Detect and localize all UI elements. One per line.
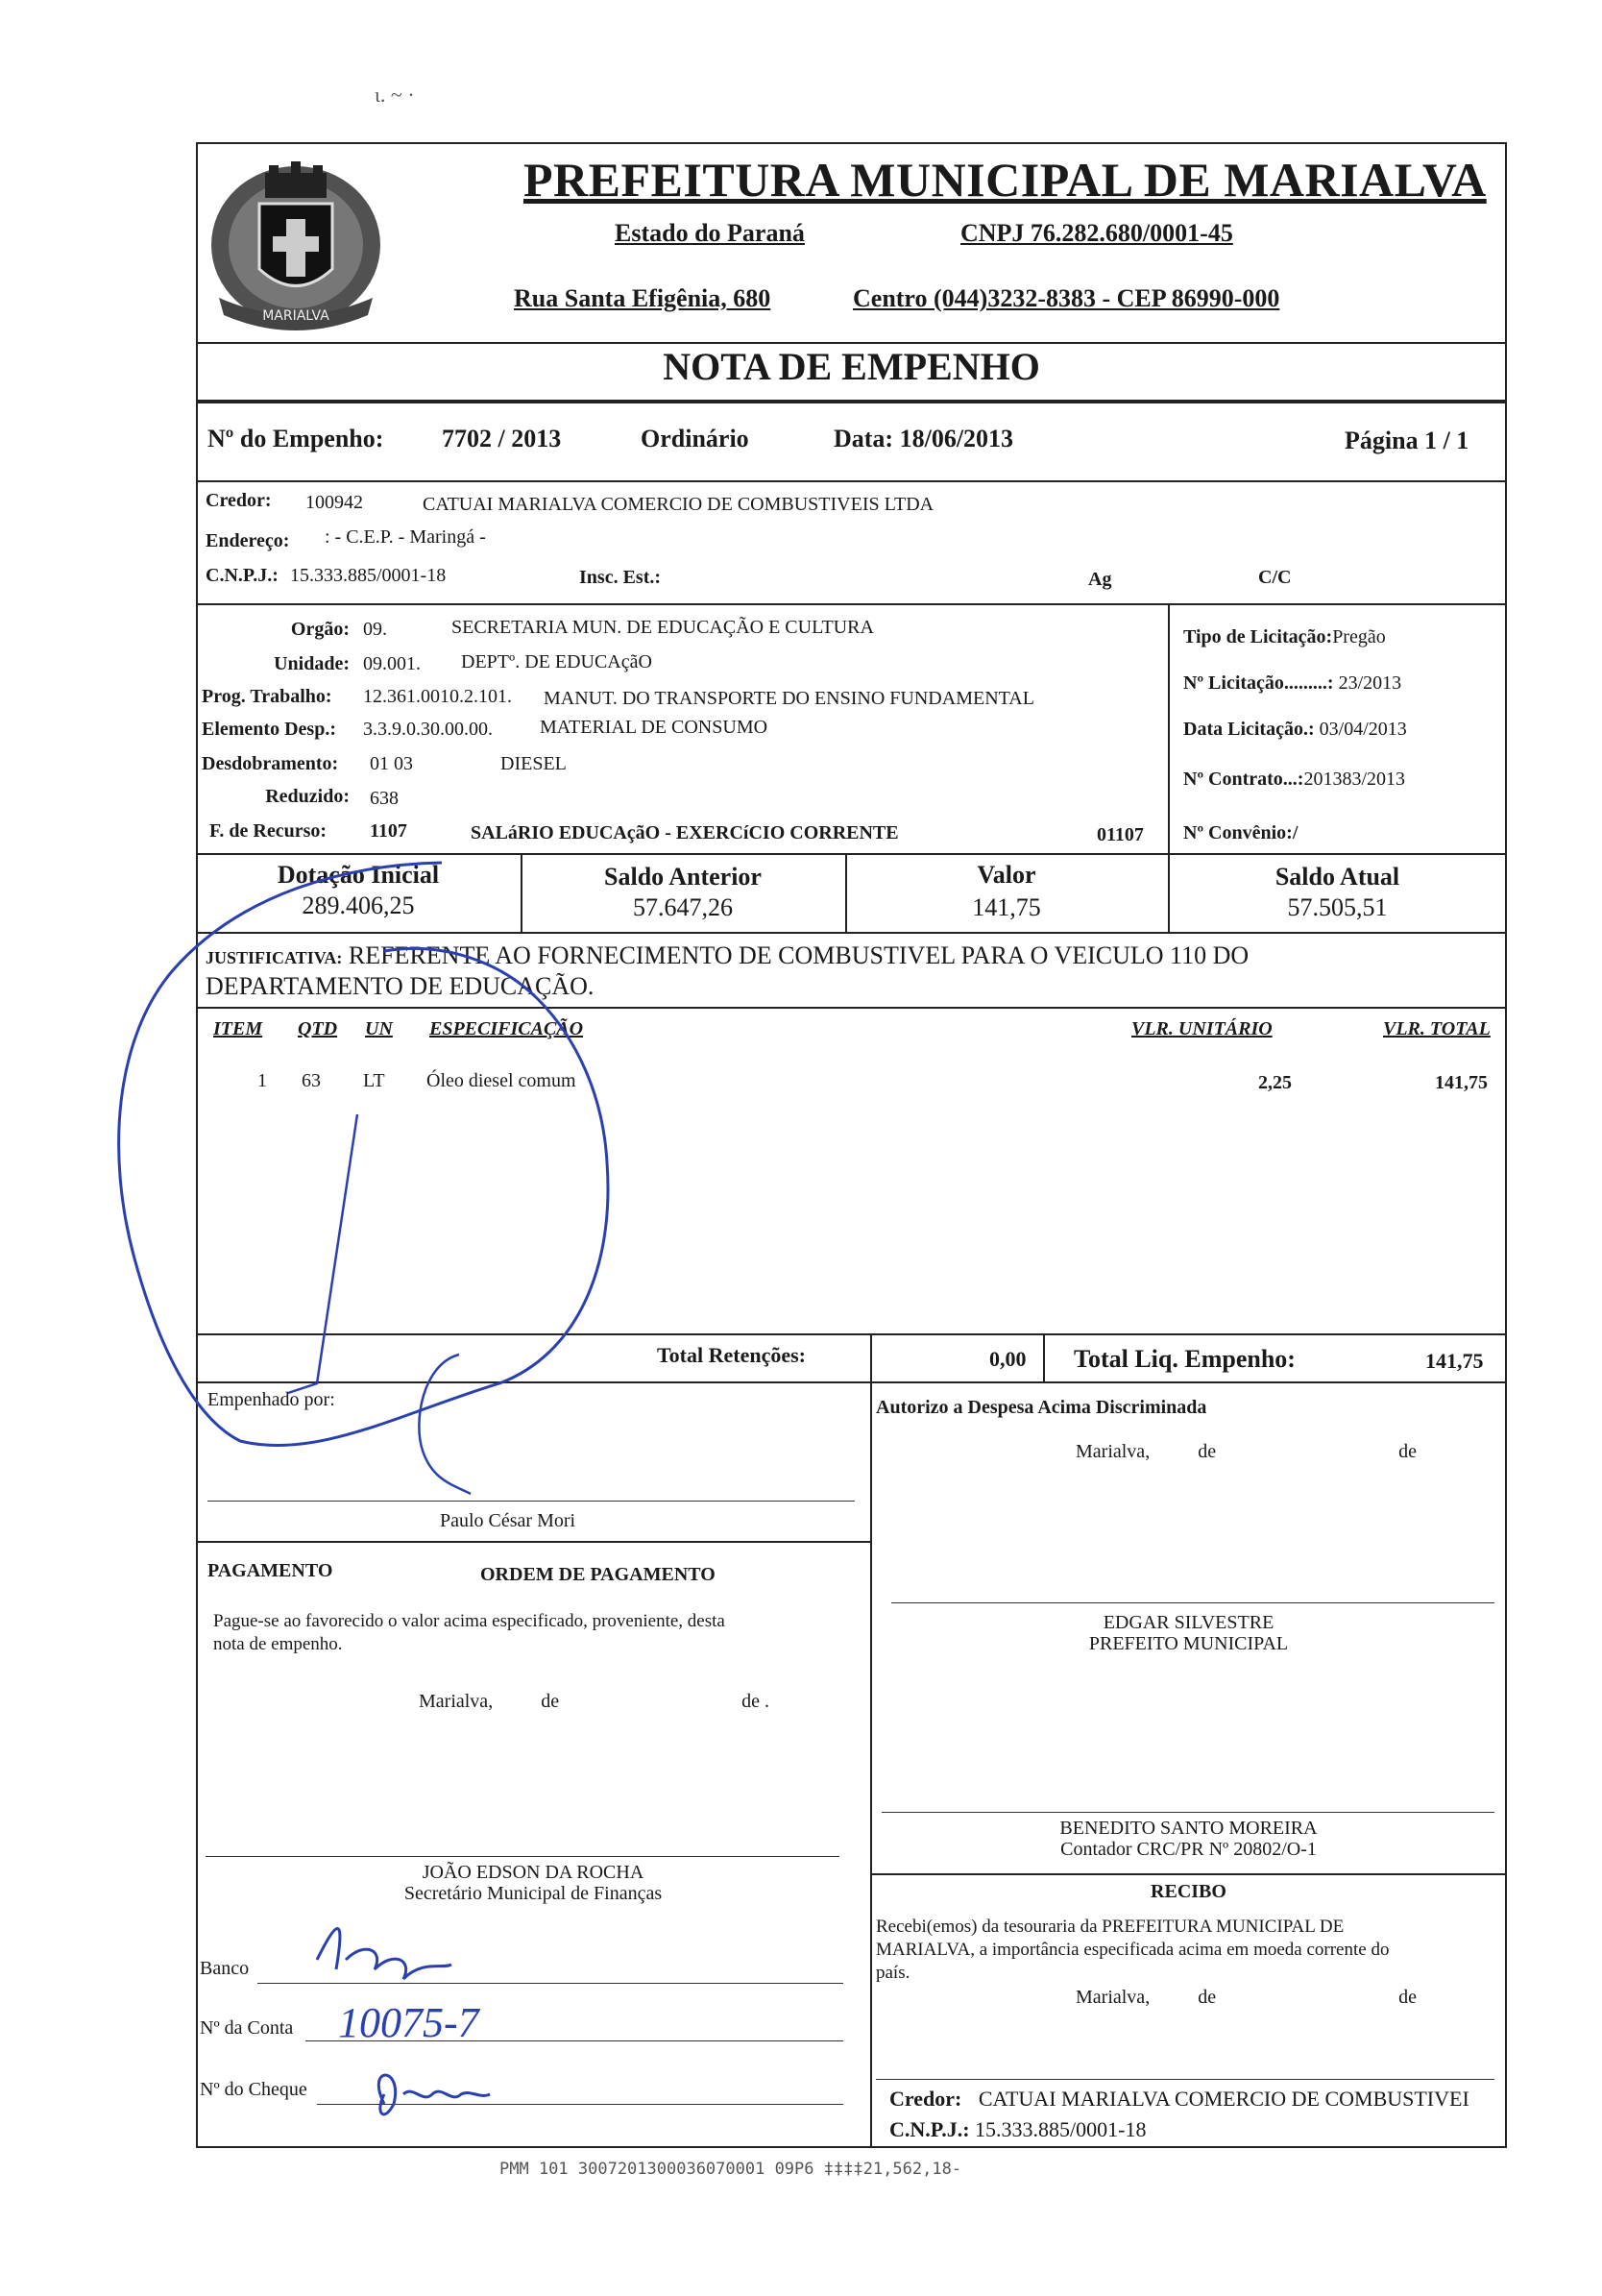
unidade-code: 09.001. [363,653,421,674]
marialva-date-2: Marialva, de de . [419,1691,769,1712]
recibo-text: Recebi(emos) da tesouraria da PREFEITURA MUNICIPAL DE MARIALVA, a importância especificada acima em moeda corrente do país. [876,1917,1390,1983]
row-especificacao: Óleo diesel comum [426,1070,576,1091]
orgao-code: 09. [363,619,387,640]
data-licitacao: Data Licitação.: 03/04/2013 [1183,719,1407,740]
banco-label: Banco [200,1958,250,1979]
tipo-licitacao: Tipo de Licitação:Pregão [1183,626,1386,647]
valor-label: Valor [977,861,1036,889]
prefeito-signature: EDGAR SILVESTRE PREFEITO MUNICIPAL [1088,1612,1289,1654]
col-vlr-unitario: VLR. UNITÁRIO [1131,1018,1273,1039]
recibo-cnpj: C.N.P.J.: 15.333.885/0001-18 [889,2117,1147,2141]
scan-mark: ι. ~ · [375,83,415,107]
row-item: 1 [257,1070,267,1091]
marialva-date-1: Marialva, de de [1076,1441,1417,1462]
marialva-date-3: Marialva, de de [1076,1987,1417,2008]
insc-label: Insc. Est.: [579,567,662,588]
credor-name: CATUAI MARIALVA COMERCIO DE COMBUSTIVEIS LTDA [423,494,934,515]
recurso-desc: SALáRIO EDUCAçãO - EXERCíCIO CORRENTE [471,822,899,843]
elemento-desc: MATERIAL DE CONSUMO [540,717,768,738]
total-retencoes-label: Total Retenções: [657,1343,806,1367]
row-vlr-total: 141,75 [1435,1072,1488,1093]
col-un: UN [365,1018,393,1039]
pagamento-text: Pague-se ao favorecido o valor acima especificado, proveniente, desta nota de empenho. [213,1611,725,1654]
total-liquido: 141,75 [1425,1349,1484,1373]
elemento-code: 3.3.9.0.30.00.00. [363,719,493,740]
page-number: Página 1 / 1 [1345,427,1469,454]
numero-licitacao: Nº Licitação.........: 23/2013 [1183,672,1402,694]
orgao-desc: SECRETARIA MUN. DE EDUCAÇÃO E CULTURA [451,617,874,638]
svg-text:MARIALVA: MARIALVA [262,308,329,324]
recibo-credor: Credor: CATUAI MARIALVA COMERCIO DE COMBUSTIVEI [889,2087,1469,2111]
valor-value: 141,75 [972,893,1041,921]
cnpj-header: CNPJ 76.282.680/0001-45 [960,219,1233,247]
address-rest: Centro (044)3232-8383 - CEP 86990-000 [853,284,1280,312]
desdobramento-label: Desdobramento: [202,753,339,774]
cc-label: C/C [1258,567,1292,588]
state-label: Estado do Paraná [615,219,805,247]
reduzido-value: 638 [370,788,399,809]
recurso-num: 01107 [1097,824,1144,845]
total-retencoes: 0,00 [989,1347,1027,1371]
endereco-label: Endereço: [206,530,290,551]
recibo-title: RECIBO [1151,1881,1226,1902]
justificativa: JUSTIFICATIVA: REFERENTE AO FORNECIMENTO DE COMBUSTIVEL PARA O VEICULO 110 DO DEPARTAMENTO DE EDUCAÇÃO. [206,941,1250,1000]
cheque-label: Nº do Cheque [200,2079,307,2100]
row-qtd: 63 [302,1070,321,1091]
empenhado-nome: Paulo César Mori [440,1510,576,1531]
empenho-date: Data: 18/06/2013 [834,425,1014,452]
empenho-number-label: Nº do Empenho: [207,425,384,452]
col-item: ITEM [213,1018,263,1039]
empenhado-por-label: Empenhado por: [207,1389,335,1410]
prog-label: Prog. Trabalho: [202,686,332,707]
numero-convenio: Nº Convênio:/ [1183,822,1299,843]
row-un: LT [363,1070,385,1091]
col-qtd: QTD [298,1018,338,1039]
desdobramento-desc: DIESEL [500,753,567,774]
total-liquido-label: Total Liq. Empenho: [1074,1345,1296,1373]
conta-handwritten: 10075-7 [338,1999,479,2046]
reduzido-label: Reduzido: [265,786,350,807]
saldo-anterior-label: Saldo Anterior [604,863,762,891]
unidade-label: Unidade: [274,653,350,674]
endereco-value: : - C.E.P. - Maringá - [325,526,486,548]
ag-label: Ag [1088,569,1112,590]
page-title: PREFEITURA MUNICIPAL DE MARIALVA [523,153,1487,207]
street-address: Rua Santa Efigênia, 680 [514,284,771,312]
orgao-label: Orgão: [290,619,350,640]
autorizo-label: Autorizo a Despesa Acima Discriminada [876,1397,1207,1418]
cnpj-value: 15.333.885/0001-18 [290,565,447,586]
col-vlr-total: VLR. TOTAL [1383,1018,1491,1039]
row-vlr-unitario: 2,25 [1258,1072,1292,1093]
prog-code: 12.361.0010.2.101. [363,686,512,707]
contador-signature: BENEDITO SANTO MOREIRA Contador CRC/PR Nº 20802/O-1 [1059,1818,1318,1860]
cnpj-label: C.N.P.J.: [206,565,279,586]
dotacao-value: 289.406,25 [302,892,415,919]
elemento-label: Elemento Desp.: [202,719,336,740]
saldo-atual-value: 57.505,51 [1287,893,1388,921]
col-especificacao: ESPECIFICAÇÃO [429,1018,584,1039]
pagamento-label: PAGAMENTO [207,1560,333,1581]
empenho-number: 7702 / 2013 [442,425,562,452]
recurso-code: 1107 [370,820,407,842]
desdobramento-code: 01 03 [370,753,413,774]
dotacao-label: Dotação Inicial [277,861,440,889]
unidade-desc: DEPTº. DE EDUCAçãO [461,651,652,672]
conta-label: Nº da Conta [200,2017,294,2039]
secretario-signature: JOÃO EDSON DA ROCHA Secretário Municipal de Finanças [403,1862,663,1904]
footer-code: PMM 101 3007201300036070001 09P6 ‡‡‡‡21,562,18- [499,2160,962,2179]
empenho-type: Ordinário [641,425,749,452]
ordem-pagamento-label: ORDEM DE PAGAMENTO [480,1564,716,1585]
credor-code: 100942 [305,492,363,513]
saldo-atual-label: Saldo Atual [1274,863,1400,891]
prog-desc: MANUT. DO TRANSPORTE DO ENSINO FUNDAMENTAL [544,688,1034,709]
recurso-label: F. de Recurso: [209,820,328,842]
numero-contrato: Nº Contrato...:201383/2013 [1183,769,1406,790]
credor-label: Credor: [206,490,272,511]
saldo-anterior-value: 57.647,26 [633,893,733,921]
document-title: NOTA DE EMPENHO [663,345,1040,388]
